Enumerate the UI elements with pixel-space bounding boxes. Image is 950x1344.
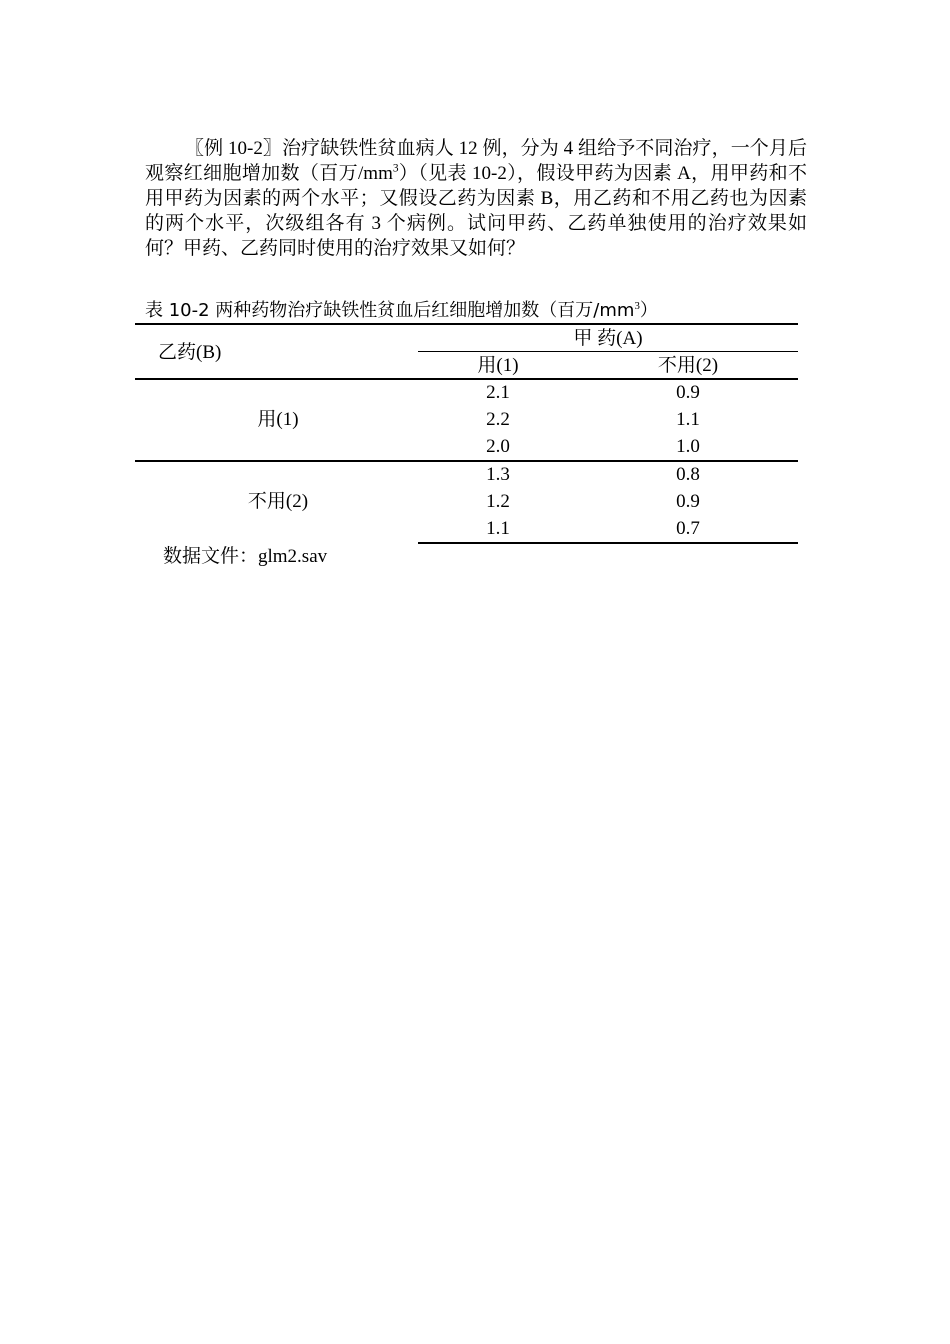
table-cell: 0.7 <box>676 518 700 539</box>
table-cell: 1.3 <box>486 464 510 485</box>
table-cell: 0.8 <box>676 464 700 485</box>
caption-suffix: ） <box>639 300 658 320</box>
paragraph-superscript: 3 <box>392 162 399 175</box>
table-group-divider-rule <box>135 460 798 462</box>
table-cell: 1.0 <box>676 436 700 457</box>
col-group-header-a: 甲 药(A) <box>573 328 643 349</box>
table-bottom-rule <box>418 542 798 544</box>
group-label-use: 用(1) <box>257 409 299 430</box>
col-header-use: 用(1) <box>477 355 519 376</box>
group-label-not-use: 不用(2) <box>247 491 309 512</box>
paragraph-text-after: ）（见表 10-2），假设甲药为因素 A，用甲药和不用甲药为因素的两个水平；又假设乙药为因素 B，用乙药和不用乙药也为因素的两个水平，次级组各有 3 个病例。试问甲药、乙药单独使用的治疗效果如何？甲药、乙药同时使用的治疗效果又如何？ <box>145 163 807 259</box>
caption-prefix: 表 10-2 两种药物治疗缺铁性贫血后红细胞增加数（百万/mm <box>145 300 635 321</box>
table-cell: 2.1 <box>486 382 510 403</box>
col-header-not-use: 不用(2) <box>657 355 719 376</box>
row-header-b: 乙药(B) <box>158 342 222 363</box>
table-cell: 1.2 <box>486 491 510 512</box>
table-cell: 1.1 <box>676 409 700 430</box>
data-file-note: 数据文件：glm2.sav <box>163 546 328 567</box>
table-cell: 0.9 <box>676 491 700 512</box>
table-cell: 0.9 <box>676 382 700 403</box>
table-header-bottom-rule <box>135 378 798 380</box>
caption-superscript: 3 <box>634 300 640 312</box>
paragraph-text: 〖例 10-2〗治疗缺铁性贫血病人 12 例，分为 4 组给予不同治疗，一个月后观察红细胞增加数（百万/mm <box>145 138 807 184</box>
table-group-header-rule <box>418 351 798 352</box>
table-cell: 1.1 <box>486 518 510 539</box>
table-cell: 2.2 <box>486 409 510 430</box>
table-cell: 2.0 <box>486 436 510 457</box>
table-top-rule <box>135 323 798 325</box>
